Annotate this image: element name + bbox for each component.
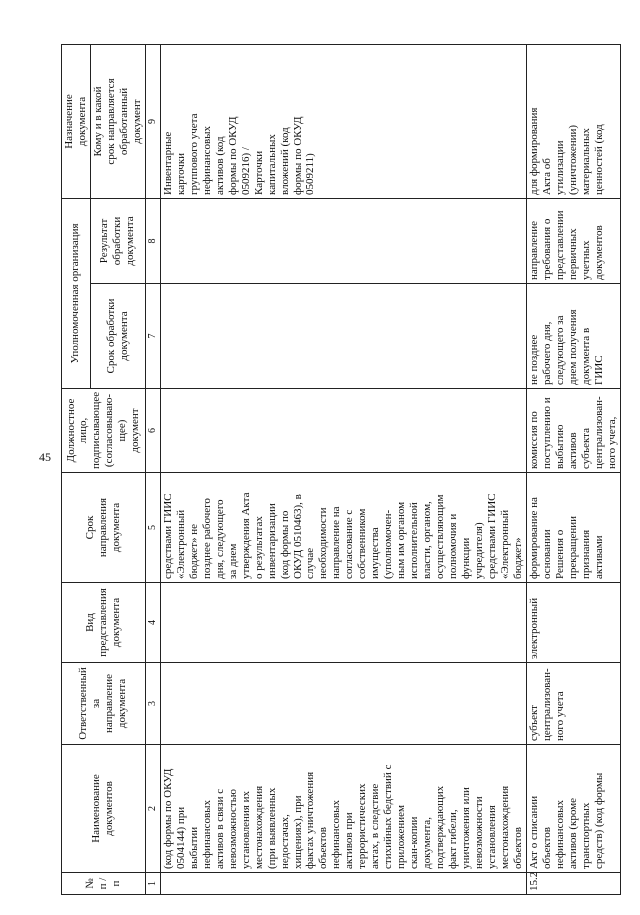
column-number: 2: [145, 745, 160, 873]
header-row-1: [62, 44, 91, 894]
deadline: средствами ГИИС «Электронный бюджет» не позднее рабочего дня, следующего за днем утверждения Акта о результатах инвентаризации (код формы по ОКУД 0510463), в случае необходимости направление на согласование с собственником имущества (уполномочен- ным им органом исполнительной власти, органом, осуществляющим полномочия и функции учредителя) средствами ГИИС «Электронный бюджет»: [160, 473, 526, 583]
rotated-page: [61, 45, 618, 895]
documents-table: [61, 44, 621, 895]
document-purpose: Инвентарные карточки группового учета нефинансовых активов (код формы по ОКУД 0509216) / Карточки капитальных вложений (код формы по ОКУД 0509211): [160, 44, 526, 198]
row-number: [160, 873, 526, 895]
header-deadline: Срок направления документа: [62, 473, 146, 583]
header-purpose: Кому и в какой срок направляется обработанный документ: [90, 44, 145, 198]
column-number: 8: [145, 198, 160, 283]
presentation-kind: электронный: [526, 583, 620, 663]
signing-official: [160, 389, 526, 473]
column-number: 1: [145, 873, 160, 895]
column-number: 4: [145, 583, 160, 663]
column-number: 6: [145, 389, 160, 473]
header-name: Наименование документов: [62, 745, 146, 873]
header-number: № п / п: [62, 873, 146, 895]
column-number: 7: [145, 284, 160, 389]
column-number: 5: [145, 473, 160, 583]
processing-time: [160, 284, 526, 389]
column-number: 3: [145, 663, 160, 745]
signing-official: комиссия по поступлению и выбытию активов субъекта централизован- ного учета,: [526, 389, 620, 473]
header-result: Результат обработки документа: [90, 198, 145, 283]
document-purpose: для формирования Акта об утилизации (уничтожении) материальных ценностей (код: [526, 44, 620, 198]
header-official: Должностное лицо, подписывающее (согласовываю- щее) документ: [62, 389, 146, 473]
header-processing-time: Срок обработки документа: [90, 284, 145, 389]
header-responsible: Ответственный за направление документа: [62, 663, 146, 745]
document-name: (код формы по ОКУД 0504144) при выбытии нефинансовых активов в связи с невозможностью установления их местонахождения (при выявленных недостачах, хищениях), при фактах уничтожения объектов нефинансовых активов при террористических актах, в следствие стихийных бедствий с приложением скан-копии документа, подтверждающих факт гибели, уничтожения или невозможности установления местонахождения объектов: [160, 745, 526, 873]
page-number: 45: [39, 450, 51, 464]
column-number-row: [145, 44, 160, 894]
table-row: [526, 44, 620, 894]
processing-result: [160, 198, 526, 283]
column-number: 9: [145, 44, 160, 198]
header-kind: Вид представления документа: [62, 583, 146, 663]
table-row: [160, 44, 526, 894]
deadline: формирование на основании Решения о прекращении признания активами: [526, 473, 620, 583]
document-name: Акт о списании объектов нефинансовых активов (кроме транспортных средств) (код формы: [526, 745, 620, 873]
responsible: [160, 663, 526, 745]
header-authorized-org: Уполномоченная организация: [62, 198, 91, 388]
responsible: субъект централизован- ного учета: [526, 663, 620, 745]
processing-time: не позднее рабочего дня, следующего за днем получения документа в ГИИС: [526, 284, 620, 389]
row-number: 15.2: [526, 873, 620, 895]
processing-result: направление требования о представлении первичных учетных документов: [526, 198, 620, 283]
presentation-kind: [160, 583, 526, 663]
header-purpose-group: Назначение документа: [62, 44, 91, 198]
